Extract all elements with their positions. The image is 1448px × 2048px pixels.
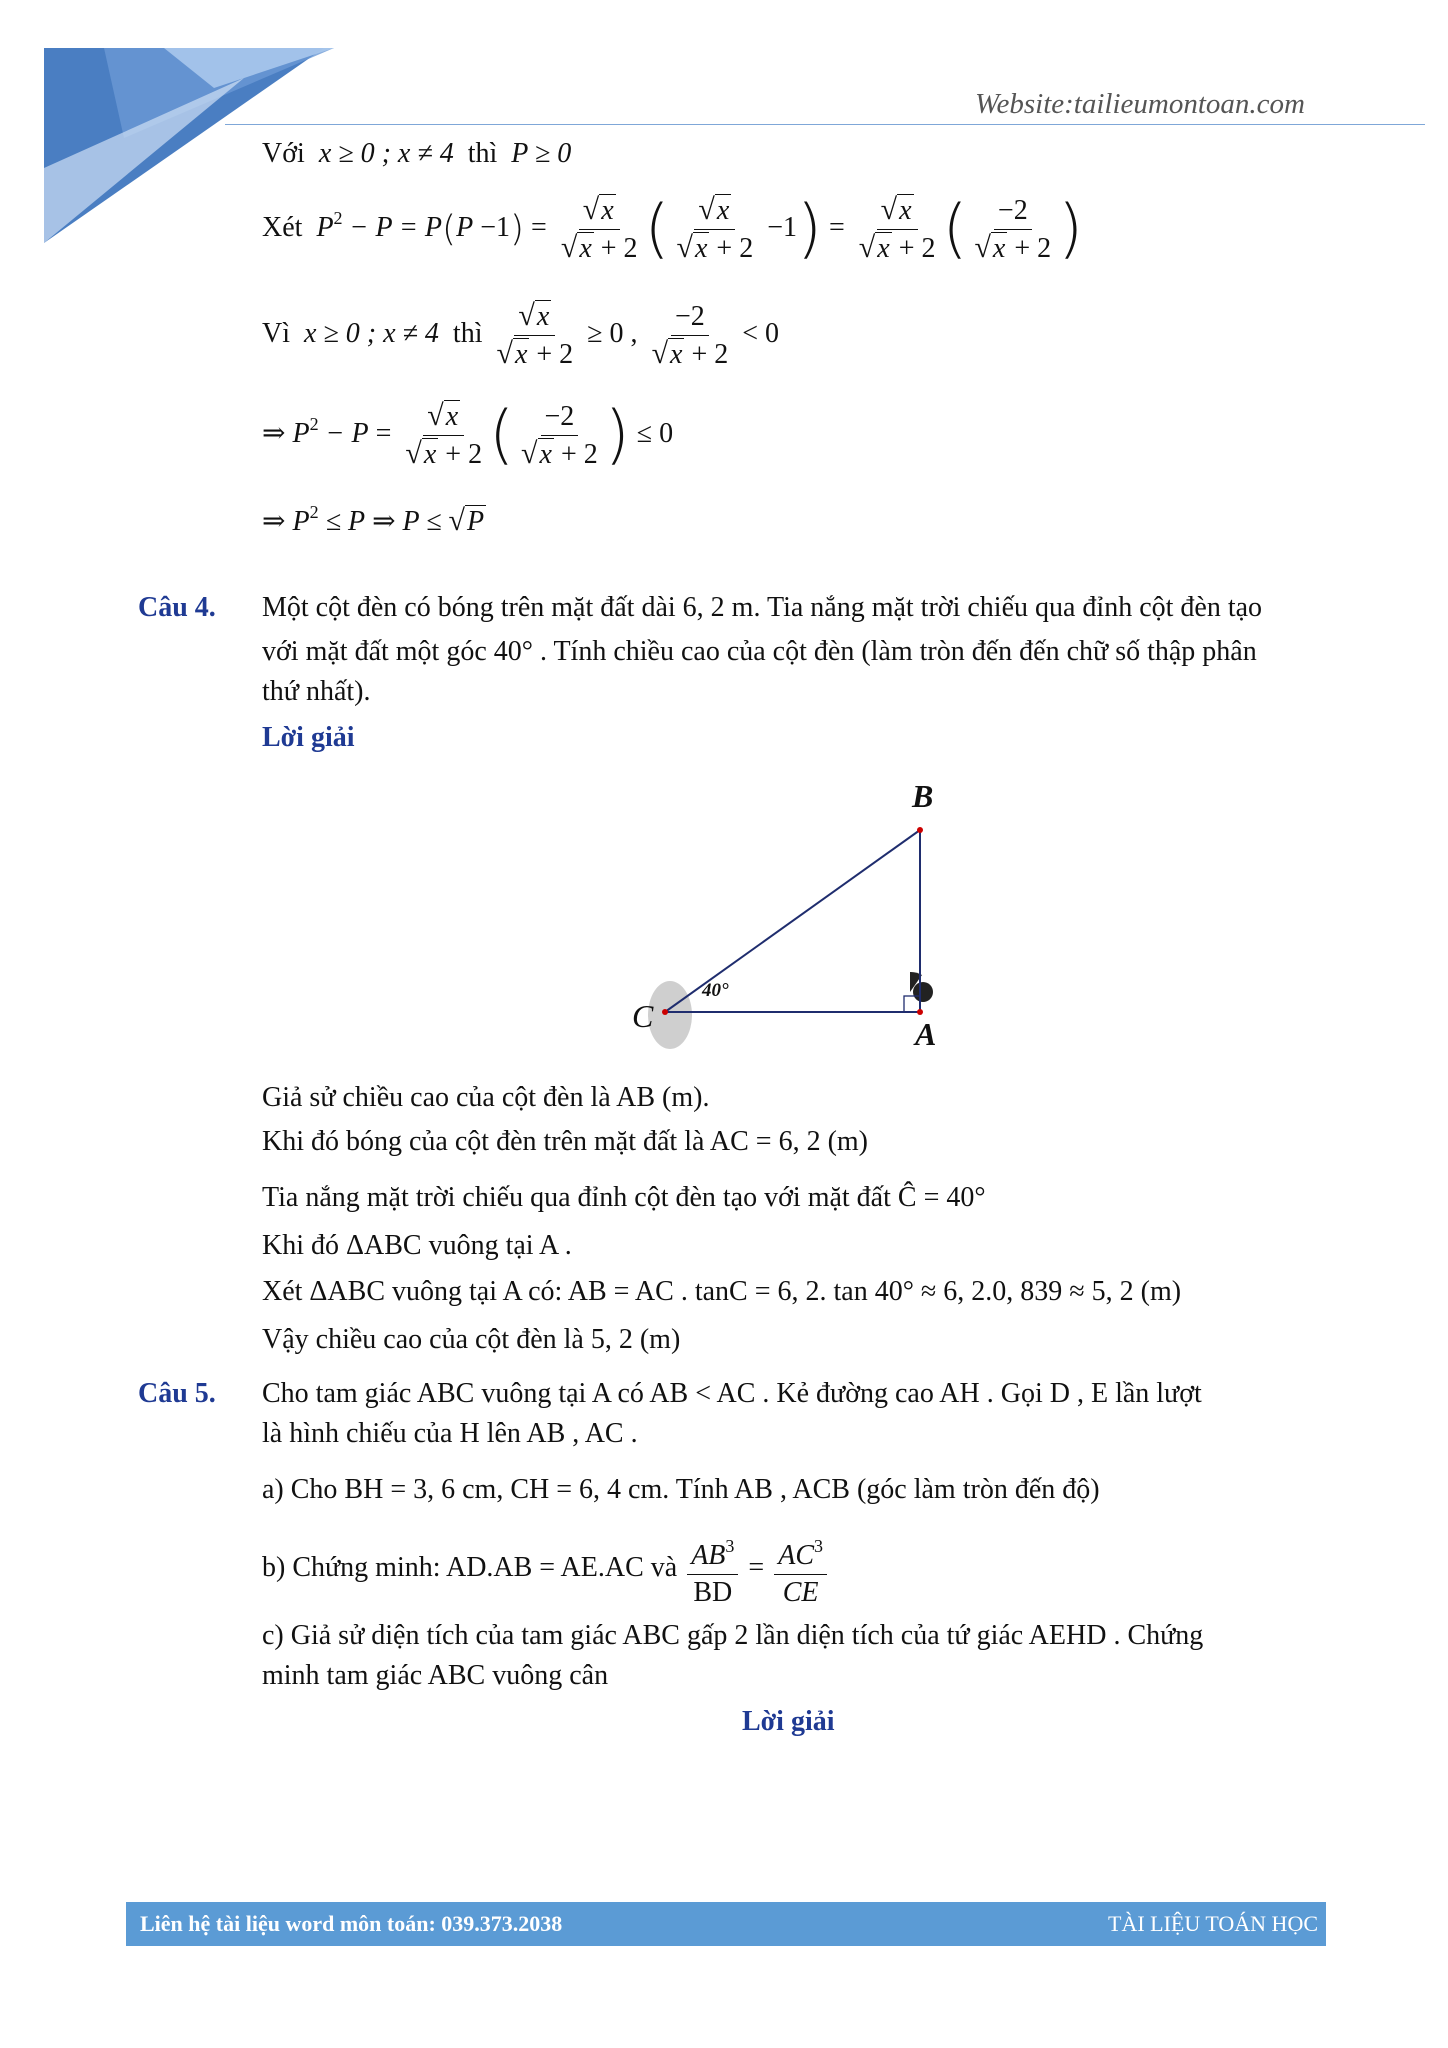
q4-sol-4: Khi đó ΔABC vuông tại A . [262, 1230, 572, 1261]
q4-text-1: Một cột đèn có bóng trên mặt đất dài 6, 2 m. Tia nắng mặt trời chiếu qua đỉnh cột đèn tạo [262, 592, 1263, 623]
triangle-figure [620, 780, 960, 1060]
q5-text-2: là hình chiếu của H lên AB , AC . [262, 1418, 638, 1449]
proof-line2-prefix: Xét [262, 211, 303, 243]
proof-line-4: ⇒ $P^2 - P$ = $\frac{√x}{√x + 2}$ ( $\frac{-2}{√x + 2}$ ) ≤ 0 [262, 398, 674, 473]
q4-sol-1: Giả sử chiều cao của cột đèn là AB (m). [262, 1082, 710, 1113]
q4-text-2: với mặt đất một góc 40° . Tính chiều cao của cột đèn (làm tròn đến đến chữ số thập phân [262, 636, 1257, 667]
proof-line3-prefix: Vì [262, 317, 290, 349]
point-b [917, 827, 923, 833]
q5-solution-label: Lời giải [742, 1706, 835, 1737]
q5-part-b-prefix: b) Chứng minh: AD.AB = AE.AC và [262, 1551, 678, 1583]
angle-label: 40° [702, 980, 729, 1001]
q4-sol-3: Tia nắng mặt trời chiếu qua đỉnh cột đèn tạo với mặt đất Ĉ = 40° [262, 1182, 986, 1213]
label-a: A [915, 1016, 937, 1052]
q5-text-1: Cho tam giác ABC vuông tại A có AB < AC . Kẻ đường cao AH . Gọi D , E lần lượt [262, 1378, 1202, 1409]
proof-line1-prefix: Với [262, 138, 305, 169]
proof-line-1 [262, 138, 571, 170]
q5-part-c-1: c) Giả sử diện tích của tam giác ABC gấp 2 lần diện tích của tứ giác AEHD . Chứng [262, 1620, 1204, 1651]
q4-sol-6: Vậy chiều cao của cột đèn là 5, 2 (m) [262, 1324, 681, 1355]
label-b: B [912, 778, 934, 814]
q4-text-3: thứ nhất). [262, 676, 371, 707]
q5-part-b: b) Chứng minh: AD.AB = AE.AC và $\frac{AB^3}{BD}$ = $\frac{AC^3}{CE}$ [262, 1528, 830, 1611]
proof-line1-res: P ≥ 0 [511, 138, 572, 169]
proof-line1-mid: thì [467, 138, 498, 169]
lamp-base [913, 982, 933, 1002]
header-rule [225, 124, 1425, 125]
footer-contact: Liên hệ tài liệu word môn toán: 039.373.2038 [140, 1911, 563, 1936]
point-c-marker [648, 981, 692, 1049]
q5-part-a: a) Cho BH = 3, 6 cm, CH = 6, 4 cm. Tính AB , ACB (góc làm tròn đến độ) [262, 1474, 1100, 1505]
proof-line-2: Xét $P^2 - P = P(P -1)$ = $\frac{√x}{√x + 2}$ ( $\frac{√x}{√x + 2}$ −1) = $\frac{√x}{√x + 2}$ ( $\frac{-2}{√x + 2}$ ) [262, 192, 1084, 267]
proof-line1-cond: x ≥ 0 ; x ≠ 4 [318, 138, 454, 169]
q4-sol-2: Khi đó bóng của cột đèn trên mặt đất là AC = 6, 2 (m) [262, 1126, 868, 1157]
proof-line3-mid: thì [452, 317, 483, 349]
footer-brand: TÀI LIỆU TOÁN HỌC [1108, 1911, 1318, 1936]
proof-line3-cond: x ≥ 0 ; x ≠ 4 [304, 317, 439, 349]
proof-line-3: Vì x ≥ 0 ; x ≠ 4 thì $\frac{√x}{√x + 2}$ ≥ 0 , $\frac{-2}{√x + 2}$ < 0 [262, 299, 780, 370]
point-a [917, 1009, 923, 1015]
q4-sol-5: Xét ΔABC vuông tại A có: AB = AC . tanC = 6, 2. tan 40° ≈ 6, 2.0, 839 ≈ 5, 2 (m) [262, 1276, 1182, 1307]
website-header: Website:tailieumontoan.com [975, 88, 1305, 120]
q4-label: Câu 4. [138, 592, 216, 623]
proof-line-5: ⇒ $P^2 \le P$ ⇒ P ≤ √P [262, 502, 485, 537]
q5-part-c-2: minh tam giác ABC vuông cân [262, 1660, 609, 1691]
q4-solution-label: Lời giải [262, 722, 355, 753]
point-c [662, 1009, 668, 1015]
q5-label: Câu 5. [138, 1378, 216, 1409]
label-c: C [632, 998, 654, 1034]
